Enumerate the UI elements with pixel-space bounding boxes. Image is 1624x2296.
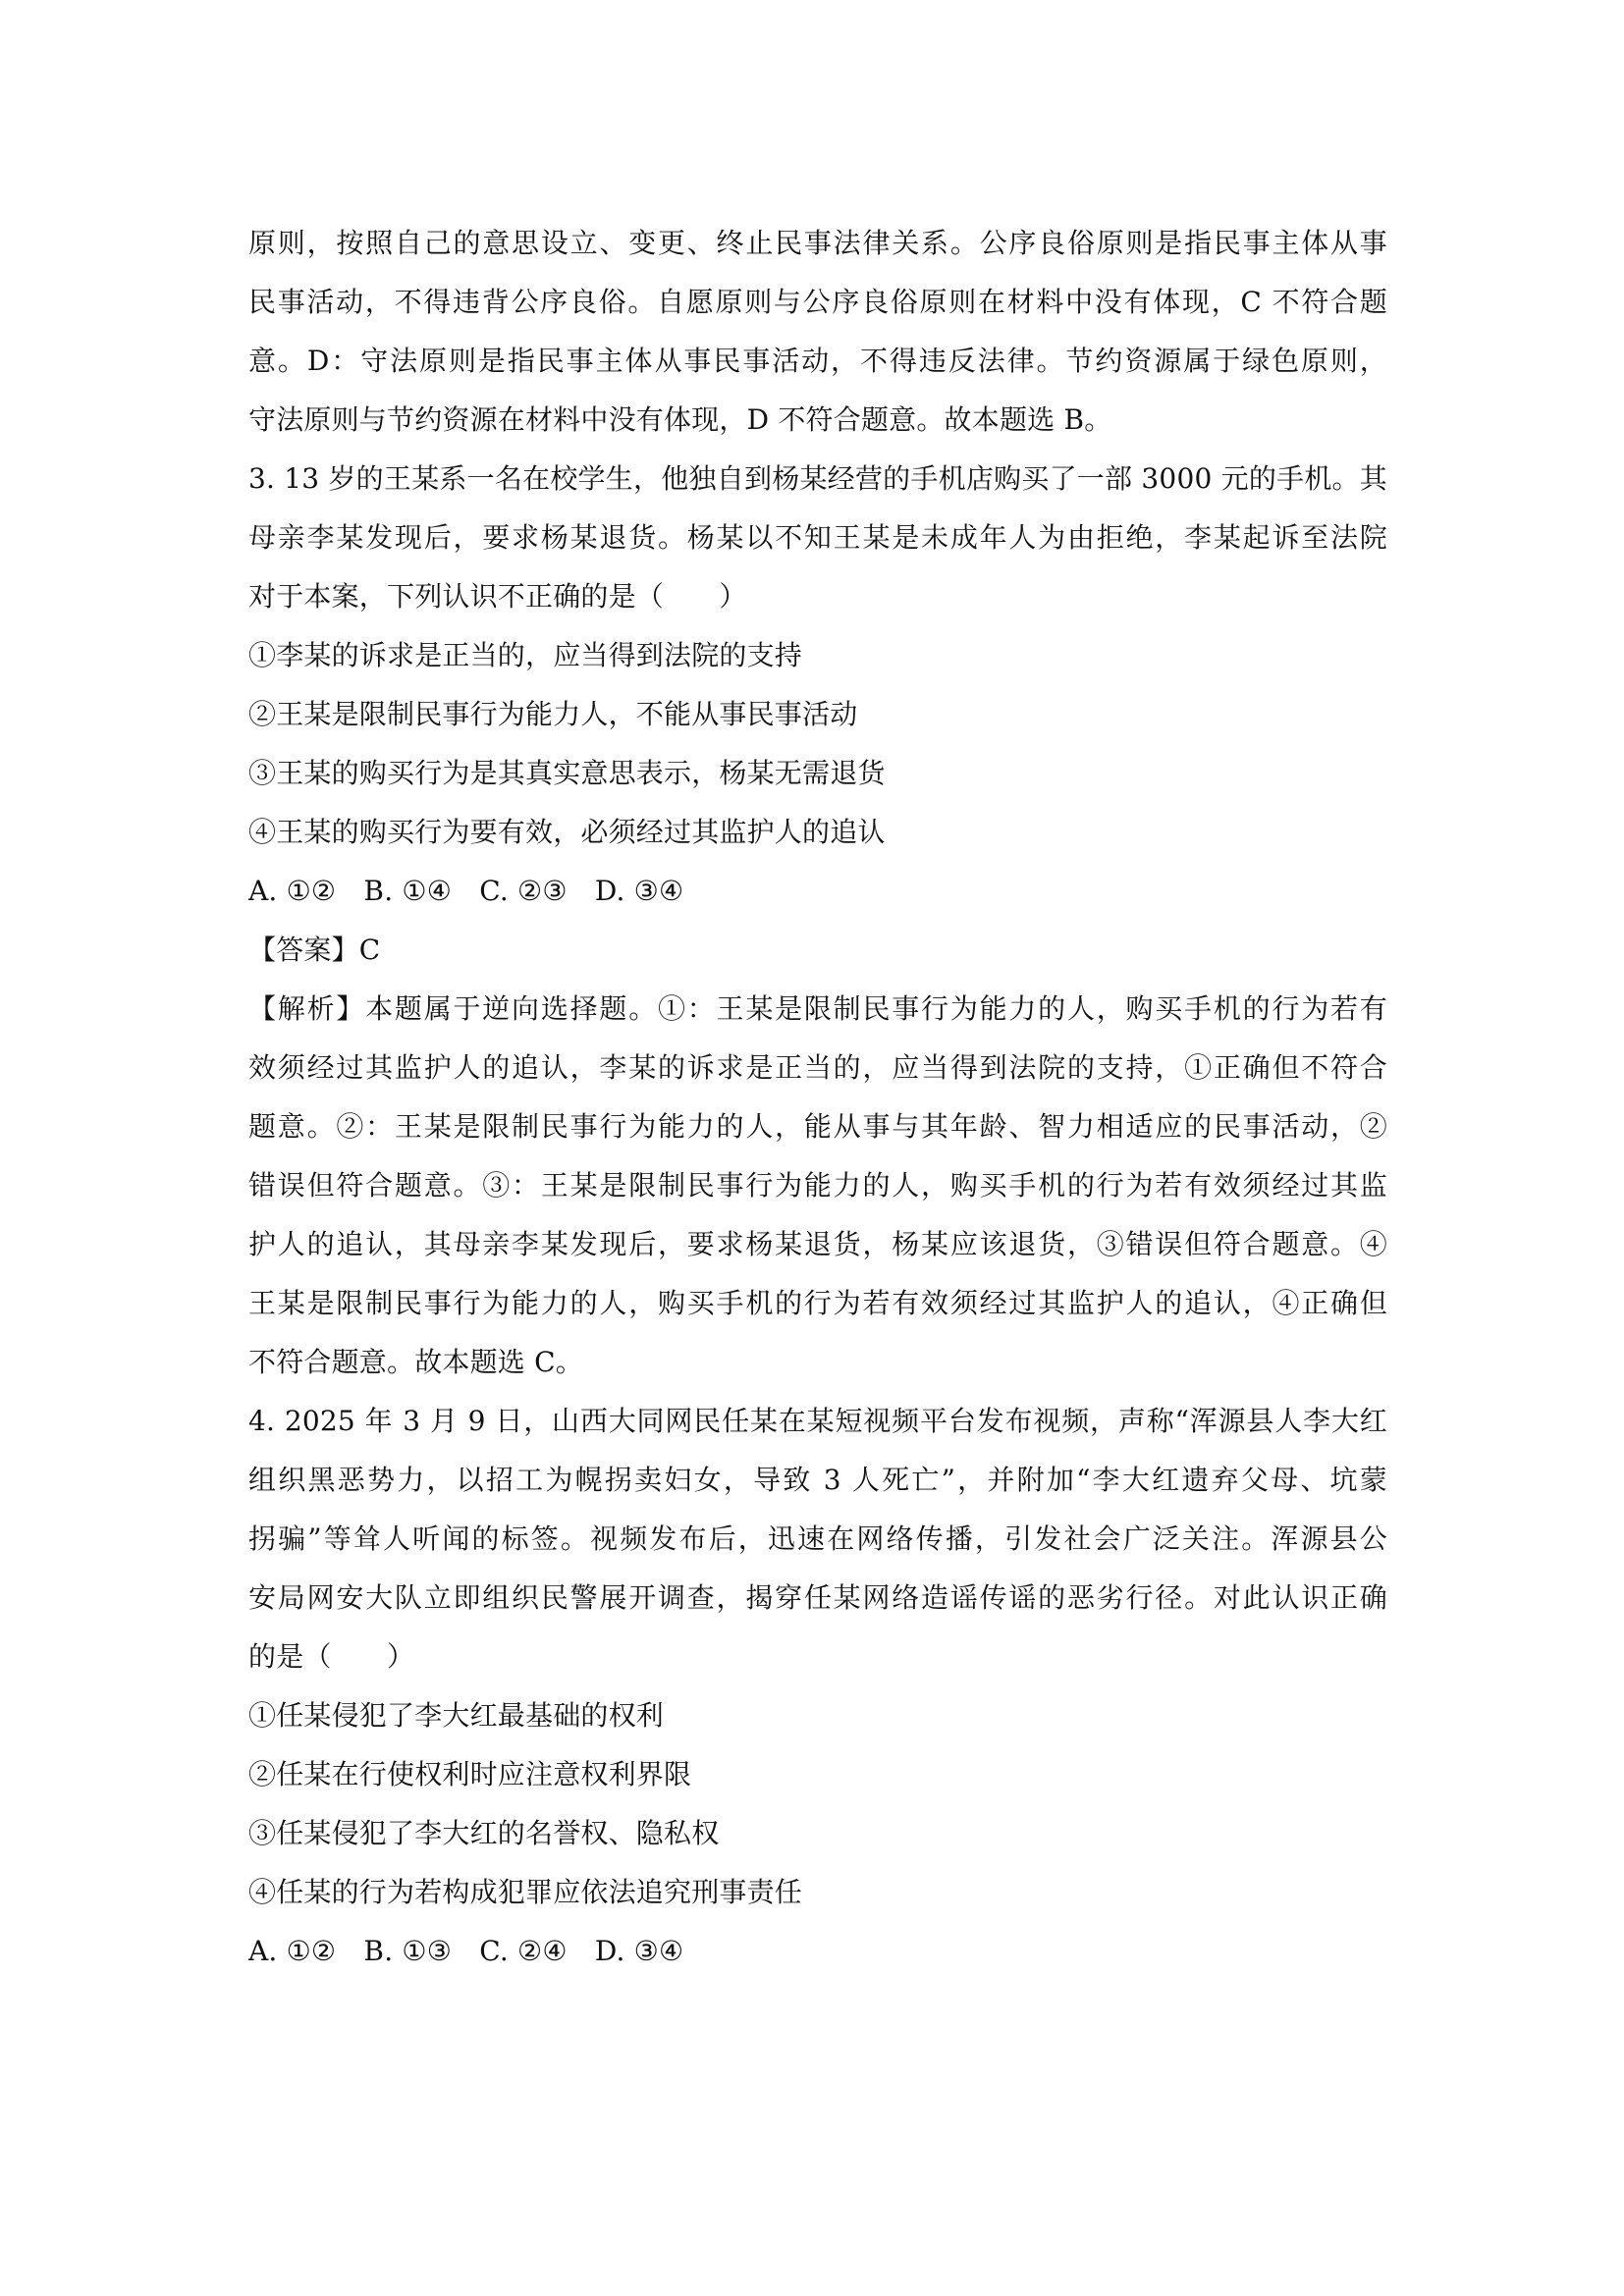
q3-explanation-line-3: 题意。②：王某是限制民事行为能力的人，能从事与其年龄、智力相适应的民事活动，② (248, 1110, 1387, 1143)
q3-stem-line-2: 母亲李某发现后，要求杨某退货。杨某以不知王某是未成年人为由拒绝，李某起诉至法院 (248, 521, 1387, 554)
page-content (248, 214, 1387, 1981)
q3-explanation-line-7: 不符合题意。故本题选 C。 (248, 1346, 583, 1378)
q3-explanation-line-5: 护人的追认，其母亲李某发现后，要求杨某退货，杨某应该退货，③错误但符合题意。④ (248, 1228, 1387, 1260)
q3-answer: 【答案】C (248, 934, 381, 966)
q4-statement-2: ②任某在行使权利时应注意权利界限 (248, 1758, 692, 1790)
q3-stem-line-1: 3. 13 岁的王某系一名在校学生，他独自到杨某经营的手机店购买了一部 3000 元的手机。其 (248, 462, 1387, 495)
prev-explanation-line-2: 民事活动，不得违背公序良俗。自愿原则与公序良俗原则在材料中没有体现，C 不符合题 (248, 286, 1387, 318)
q3-statement-1: ①李某的诉求是正当的，应当得到法院的支持 (248, 639, 803, 671)
q3-explanation-line-4: 错误但符合题意。③：王某是限制民事行为能力的人，购买手机的行为若有效须经过其监 (248, 1169, 1387, 1201)
q3-explanation-line-1: 【解析】本题属于逆向选择题。①：王某是限制民事行为能力的人，购买手机的行为若有 (248, 992, 1387, 1025)
q4-stem-line-3: 拐骗”等耸人听闻的标签。视频发布后，迅速在网络传播，引发社会广泛关注。浑源县公 (248, 1522, 1387, 1555)
q3-statement-3: ③王某的购买行为是其真实意思表示，杨某无需退货 (248, 757, 886, 789)
q4-stem-line-4: 安局网安大队立即组织民警展开调查，揭穿任某网络造谣传谣的恶劣行径。对此认识正确 (248, 1581, 1387, 1614)
prev-explanation-line-1: 原则，按照自己的意思设立、变更、终止民事法律关系。公序良俗原则是指民事主体从事 (248, 227, 1387, 259)
q4-options: A. ①② B. ①③ C. ②④ D. ③④ (248, 1935, 684, 1967)
q4-stem-line-2: 组织黑恶势力，以招工为幌拐卖妇女，导致 3 人死亡”，并附加“李大红遗弃父母、坑蒙 (248, 1464, 1387, 1496)
q3-statement-2: ②王某是限制民事行为能力人，不能从事民事活动 (248, 698, 858, 730)
q3-explanation-line-6: 王某是限制民事行为能力的人，购买手机的行为若有效须经过其监护人的追认，④正确但 (248, 1287, 1387, 1319)
prev-explanation-line-3: 意。D：守法原则是指民事主体从事民事活动，不得违反法律。节约资源属于绿色原则， (248, 345, 1387, 377)
q4-stem-line-5: 的是（ ） (248, 1640, 415, 1673)
q3-stem-line-3: 对于本案，下列认识不正确的是（ ） (248, 580, 747, 613)
q4-statement-3: ③任某侵犯了李大红的名誉权、隐私权 (248, 1817, 720, 1849)
q3-options: A. ①② B. ①④ C. ②③ D. ③④ (248, 875, 684, 907)
q4-statement-4: ④任某的行为若构成犯罪应依法追究刑事责任 (248, 1876, 803, 1908)
prev-explanation-line-4: 守法原则与节约资源在材料中没有体现，D 不符合题意。故本题选 B。 (248, 403, 1112, 436)
q4-stem-line-1: 4. 2025 年 3 月 9 日，山西大同网民任某在某短视频平台发布视频，声称“浑源县人李大红 (248, 1405, 1387, 1437)
q3-explanation-line-2: 效须经过其监护人的追认，李某的诉求是正当的，应当得到法院的支持，①正确但不符合 (248, 1051, 1387, 1084)
q3-statement-4: ④王某的购买行为要有效，必须经过其监护人的追认 (248, 816, 886, 848)
q4-statement-1: ①任某侵犯了李大红最基础的权利 (248, 1699, 665, 1732)
